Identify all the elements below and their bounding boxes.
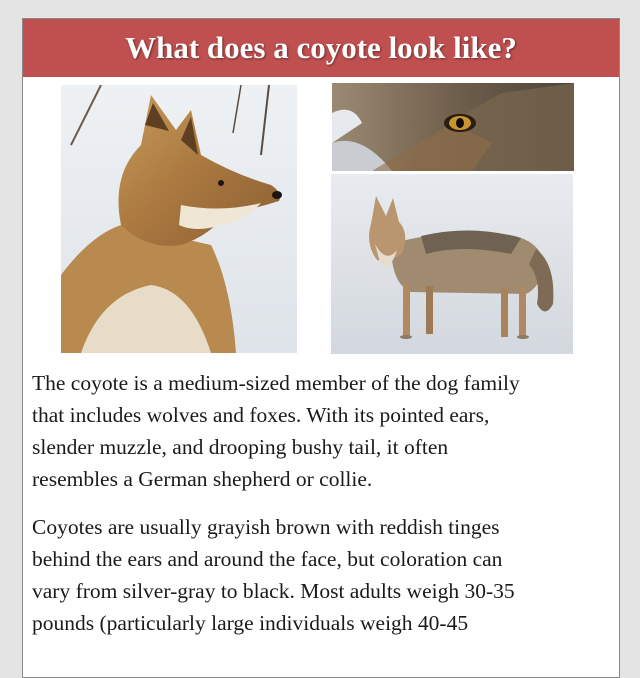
coyote-standing-photo <box>331 174 573 354</box>
text-line: Coyotes are usually grayish brown with reddish tinges <box>32 515 500 539</box>
text-line: resembles a German shepherd or collie. <box>32 467 373 491</box>
text-line: vary from silver-gray to black. Most adults weigh 30-35 <box>32 579 515 603</box>
paragraph-2 <box>32 511 608 639</box>
text-line: slender muzzle, and drooping bushy tail, it often <box>32 435 449 459</box>
article-body <box>32 367 608 655</box>
text-line: pounds (particularly large individuals weigh 40-45 <box>32 611 469 635</box>
coyote-head-profile-icon <box>61 85 297 353</box>
document-card <box>22 18 620 678</box>
paragraph-1 <box>32 367 608 495</box>
coyote-head-photo <box>61 85 297 353</box>
text-line: behind the ears and around the face, but coloration can <box>32 547 503 571</box>
text-line: The coyote is a medium-sized member of the dog family <box>32 371 520 395</box>
page-title: What does a coyote look like? <box>23 19 619 77</box>
coyote-eye-closeup-icon <box>332 83 574 171</box>
coyote-eye-photo <box>332 83 574 171</box>
text-line: that includes wolves and foxes. With its pointed ears, <box>32 403 490 427</box>
coyote-standing-in-snow-icon <box>331 174 573 354</box>
